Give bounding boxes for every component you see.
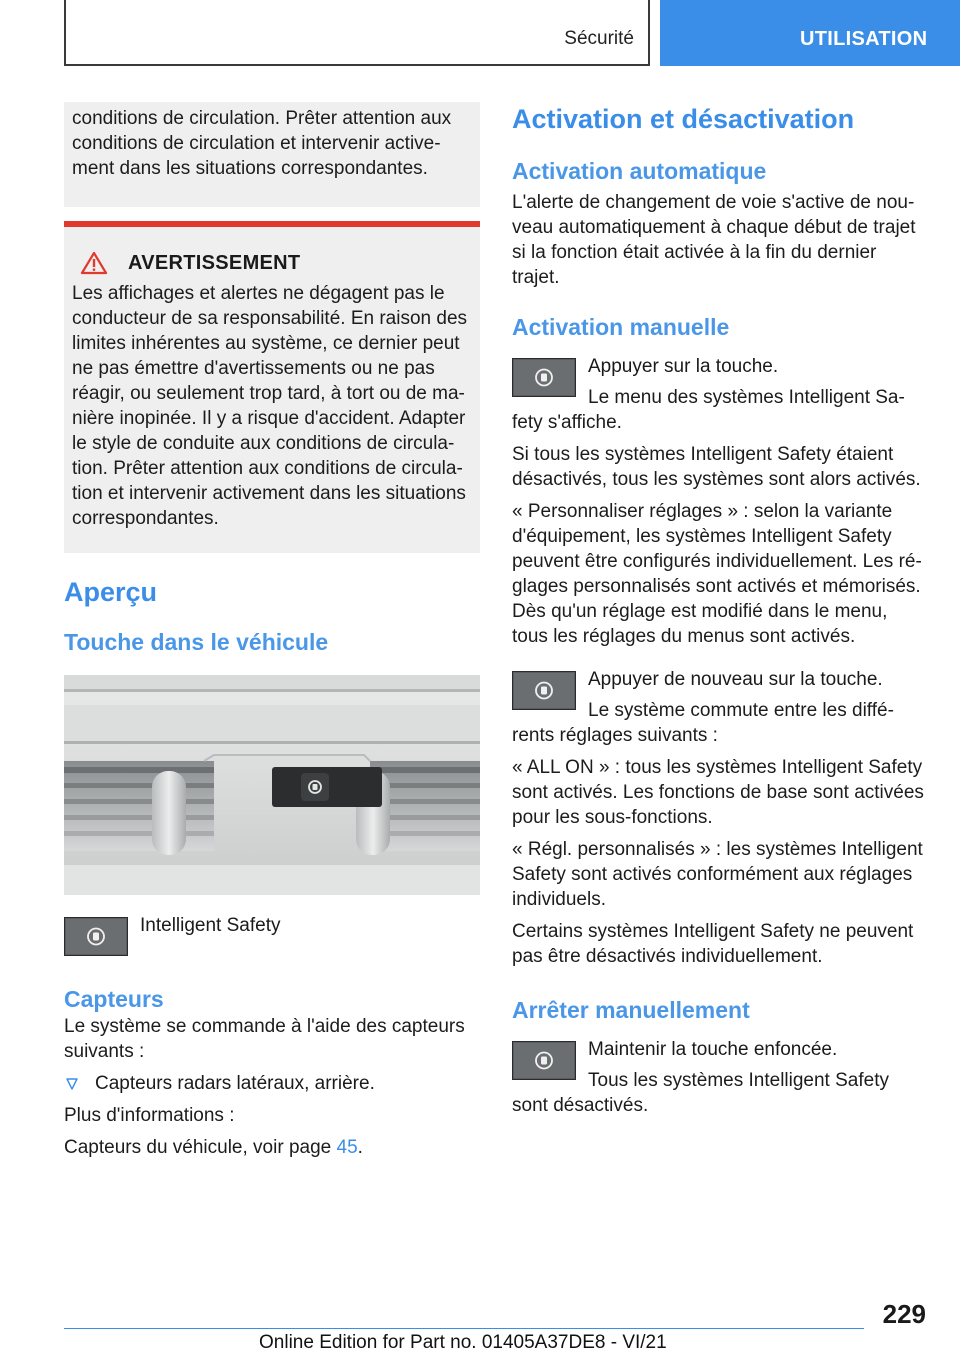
chapter-title: UTILISATION	[800, 28, 928, 50]
button-heading: Touche dans le véhicule	[64, 629, 329, 655]
sensors-text: Le système se commande à l'aide des capteurs suivants :	[64, 1016, 465, 1062]
overview-heading: Aperçu	[64, 577, 158, 607]
press-key-text: Appuyer sur la touche.	[588, 356, 779, 377]
warning-box	[64, 221, 480, 553]
intelligent-safety-key-icon	[64, 917, 128, 956]
more-info-text: Plus d'informations :	[64, 1105, 235, 1126]
list-item	[64, 1071, 480, 1096]
manual-off-heading: Arrêter manuellement	[512, 997, 750, 1023]
header-chapter-tab	[660, 0, 960, 66]
page-number: 229	[882, 1299, 926, 1329]
warning-header	[80, 251, 472, 275]
cannot-deactivate-text: Certains systèmes Intelligent Safety ne peuvent pas être désactivés individuellement.	[512, 921, 914, 967]
switch-text: Le système commute entre les diffé-rents réglages suivants :	[512, 700, 894, 746]
header-section-tab	[64, 0, 650, 66]
intelligent-safety-key-row	[64, 913, 480, 956]
intelligent-safety-key-icon	[512, 1041, 576, 1080]
dashboard-illustration	[64, 675, 480, 895]
auto-activation-heading: Activation automatique	[512, 158, 767, 184]
vehicle-button-photo	[64, 675, 480, 895]
all-off-text: Si tous les systèmes Intelligent Safety étaient désactivés, tous les systèmes sont alors activés.	[512, 444, 921, 490]
left-column	[64, 102, 480, 1167]
right-column	[512, 102, 928, 1125]
intelligent-safety-key-icon	[512, 671, 576, 710]
reference-text: Capteurs du véhicule, voir page	[64, 1137, 337, 1158]
intelligent-safety-key-icon	[512, 358, 576, 397]
all-on-text: « ALL ON » : tous les systèmes Intelligent Safety sont activés. Les fonctions de base sont activées pour les sous-fonctions.	[512, 757, 924, 828]
warning-title: AVERTISSEMENT	[128, 251, 301, 274]
page-header	[0, 0, 960, 66]
press-again-text: Appuyer de nouveau sur la touche.	[588, 669, 883, 690]
continued-warning-box	[64, 102, 480, 207]
warning-text: Les affichages et alertes ne dégagent pas le conducteur de sa responsabilité. En raison des limites inhérentes au système, ce dernier peut ne pas émettre d'avertissements ou ne pas réagir, ou seulement trop tard, à tort ou de ma-nière inopinée. Il y a risque d'accident. Adapter le style de conduite aux conditions de circula-tion. Prêter attention aux conditions de circula-tion et intervenir activement dans les situations correspondantes.	[72, 283, 468, 529]
continued-text: conditions de circulation. Prêter attention aux conditions de circulation et intervenir active-ment dans les situations correspondantes.	[72, 108, 452, 179]
bullet-triangle-icon	[66, 1078, 78, 1090]
warning-triangle-icon	[80, 251, 108, 275]
page-reference	[64, 1135, 480, 1160]
menu-text: Le menu des systèmes Intelligent Sa-fety s'affiche.	[512, 387, 905, 433]
page-45-link[interactable]: 45	[336, 1137, 358, 1158]
personal-settings-text: « Régl. personnalisés » : les systèmes Intelligent Safety sont activés conformément aux réglages individuels.	[512, 839, 923, 910]
footer-divider	[64, 1328, 864, 1329]
activation-heading: Activation et désactivation	[512, 104, 855, 134]
deactivated-text: Tous les systèmes Intelligent Safety sont désactivés.	[512, 1070, 889, 1116]
reference-end: .	[357, 1137, 363, 1158]
section-title: Sécurité	[564, 28, 634, 49]
hold-key-text: Maintenir la touche enfoncée.	[588, 1039, 838, 1060]
sensors-bullet-text: Capteurs radars latéraux, arrière.	[95, 1073, 375, 1094]
personalize-text: « Personnaliser réglages » : selon la variante d'équipement, les systèmes Intelligent Safety peuvent être configurés individuellement. Les ré-glages personnalisés sont activés et mémorisés. Dès qu'un réglage est modifié dans le menu, tous les réglages du menus sont activés.	[512, 501, 922, 647]
sensors-heading: Capteurs	[64, 986, 164, 1012]
manual-activation-heading: Activation manuelle	[512, 314, 730, 340]
edition-text: Online Edition for Part no. 01405A37DE8 - VI/21	[259, 1332, 667, 1353]
auto-activation-text: L'alerte de changement de voie s'active de nou-veau automatiquement à chaque début de trajet si la fonction était activée à la fin du dernier trajet.	[512, 192, 916, 288]
intelligent-safety-label: Intelligent Safety	[140, 915, 281, 936]
